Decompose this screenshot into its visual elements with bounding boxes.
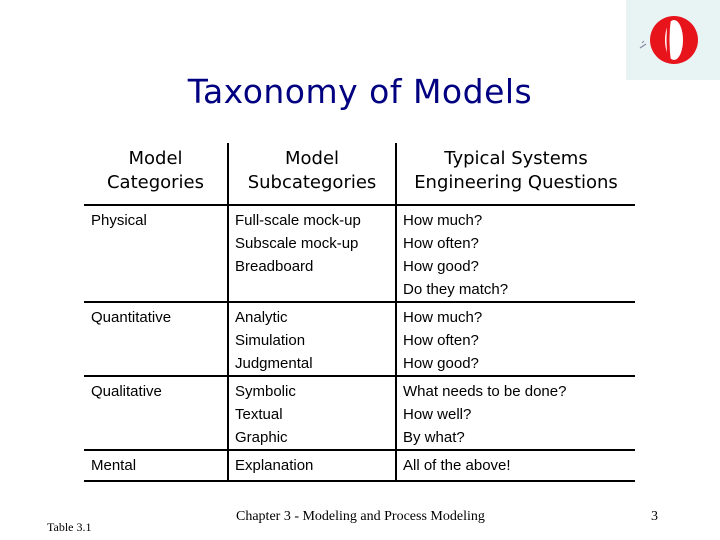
questions-cell <box>396 450 635 481</box>
subcategory-cell <box>228 450 396 481</box>
header-line: Typical Systems <box>444 148 588 169</box>
category-label: Physical <box>91 212 147 229</box>
question-item: How much? <box>403 309 483 326</box>
subcategory-item: Full-scale mock-up <box>235 212 361 229</box>
subcategory-item: Symbolic <box>235 383 296 400</box>
table-row-mental <box>84 450 635 481</box>
question-item: How good? <box>403 355 479 372</box>
question-item: How much? <box>403 212 483 229</box>
question-item: How often? <box>403 332 479 349</box>
category-cell <box>84 302 228 376</box>
questions-cell <box>396 302 635 376</box>
chapter-footer: Chapter 3 - Modeling and Process Modeling <box>236 509 485 524</box>
category-cell <box>84 205 228 302</box>
header-line: Subcategories <box>247 172 377 193</box>
question-item: All of the above! <box>403 457 511 474</box>
category-cell <box>84 376 228 450</box>
subcategory-item: Explanation <box>235 457 314 474</box>
header-model-subcategories <box>228 143 396 205</box>
category-cell <box>84 450 228 481</box>
question-item: By what? <box>403 429 465 446</box>
header-line: Engineering Questions <box>414 172 618 193</box>
header-line: Categories <box>106 172 205 193</box>
question-item: What needs to be done? <box>403 383 567 400</box>
logo-panel <box>626 0 720 80</box>
subcategory-cell <box>228 205 396 302</box>
subcategory-cell <box>228 302 396 376</box>
table-row-qualitative <box>84 376 635 450</box>
table-caption: Table 3.1 <box>47 520 92 534</box>
subcategory-cell <box>228 376 396 450</box>
table-row-quantitative <box>84 302 635 376</box>
question-item: Do they match? <box>403 281 509 298</box>
subcategory-item: Analytic <box>235 309 288 326</box>
taxonomy-table <box>84 143 635 482</box>
subcategory-item: Graphic <box>235 429 288 446</box>
table-header-row <box>84 143 635 205</box>
questions-cell <box>396 376 635 450</box>
subcategory-item: Judgmental <box>235 355 313 372</box>
question-item: How well? <box>403 406 472 423</box>
category-label: Qualitative <box>91 383 162 400</box>
table-row-physical <box>84 205 635 302</box>
header-line: Model <box>128 148 183 169</box>
category-label: Mental <box>91 457 137 474</box>
subcategory-item: Simulation <box>235 332 306 349</box>
header-engineering-questions <box>396 143 635 205</box>
subcategory-item: Breadboard <box>235 258 314 275</box>
category-label: Quantitative <box>91 309 172 326</box>
subcategory-item: Textual <box>235 406 283 423</box>
university-logo-icon <box>638 12 708 68</box>
header-line: Model <box>284 148 340 169</box>
question-item: How often? <box>403 235 479 252</box>
subcategory-item: Subscale mock-up <box>235 235 359 252</box>
question-item: How good? <box>403 258 479 275</box>
header-model-categories <box>84 143 228 205</box>
questions-cell <box>396 205 635 302</box>
page-number: 3 <box>651 509 658 524</box>
slide-title: Taxonomy of Models <box>187 72 533 111</box>
